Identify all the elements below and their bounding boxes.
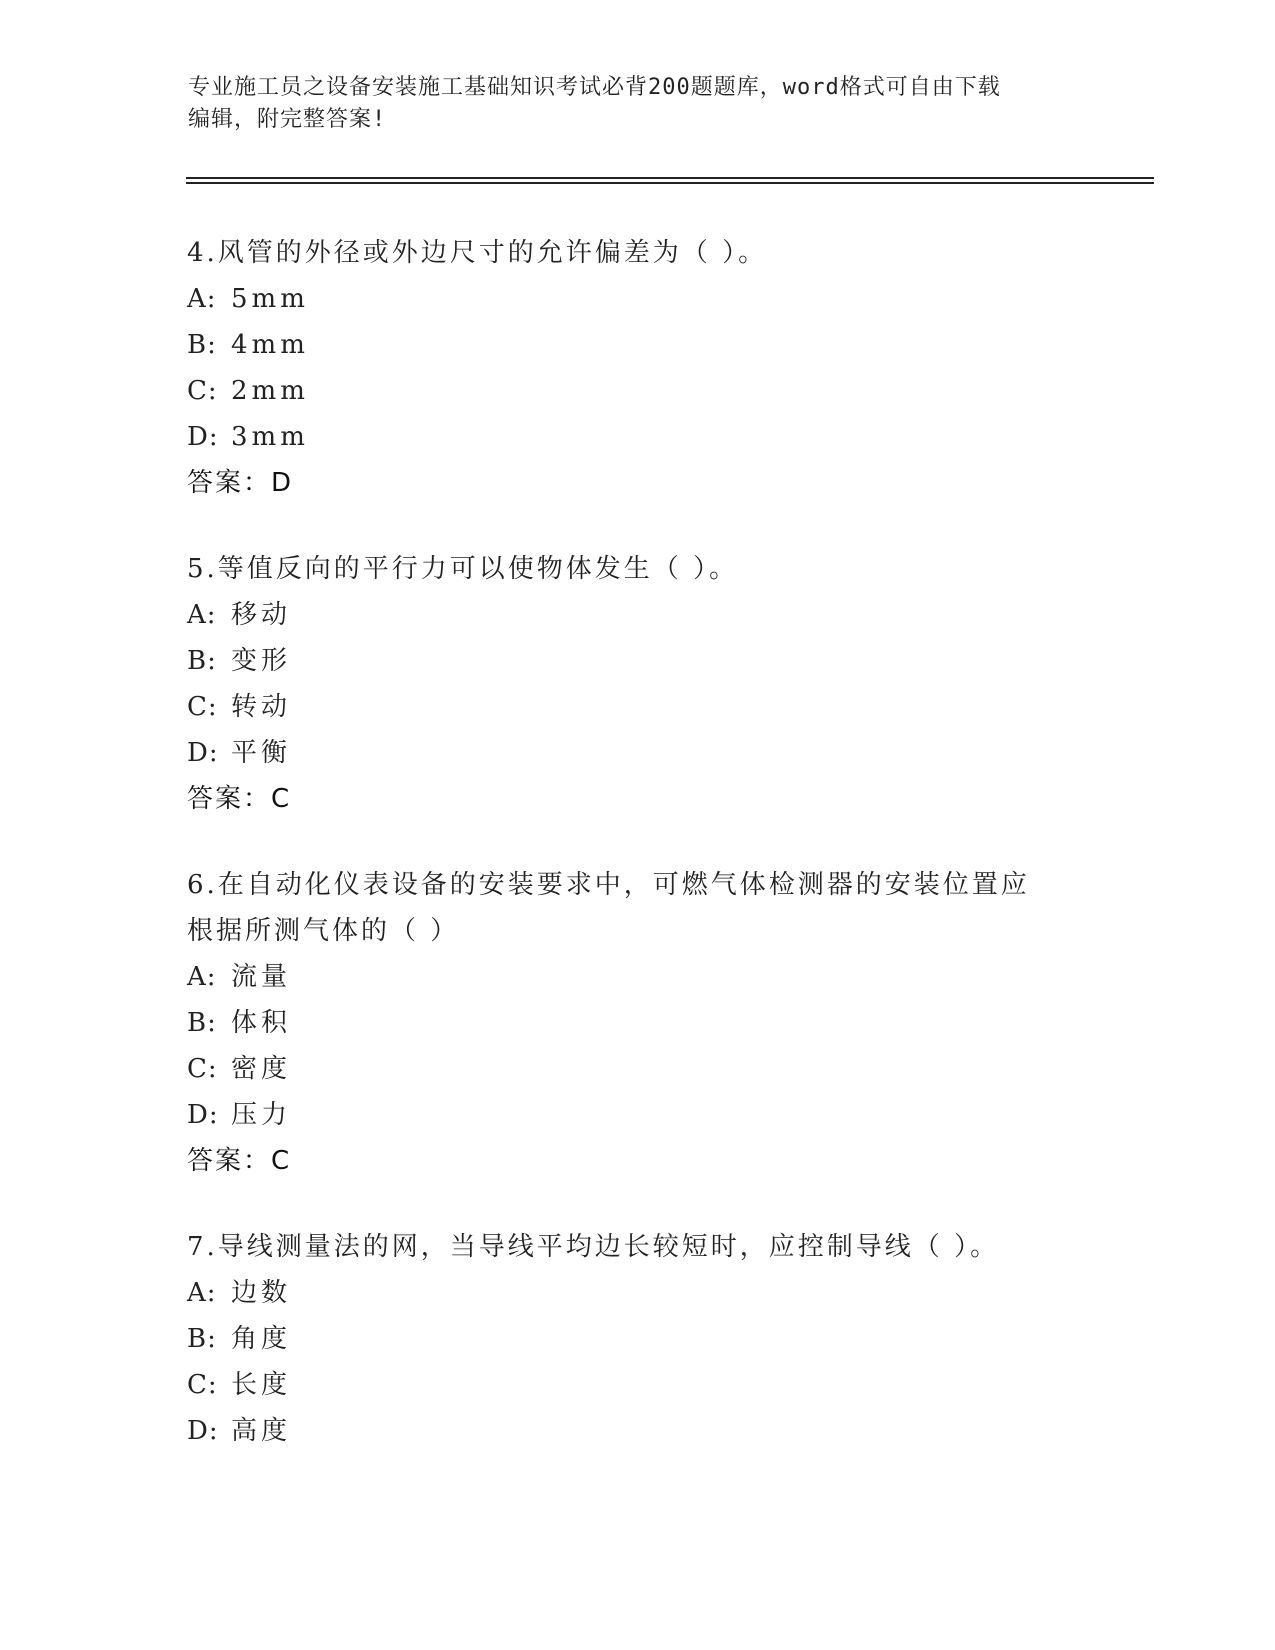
document-title-line-1: 专业施工员之设备安装施工基础知识考试必背200题题库，word格式可自由下载 bbox=[188, 75, 1001, 100]
option-text: 长度 bbox=[231, 1370, 292, 1400]
option-letter: B: bbox=[187, 330, 217, 360]
option-d bbox=[187, 730, 1107, 776]
header-divider-bottom bbox=[186, 182, 1154, 184]
option-letter: C: bbox=[187, 1370, 218, 1400]
option-text: 变形 bbox=[231, 646, 292, 676]
answer-line: 答案：D bbox=[187, 468, 294, 498]
option-text: 体积 bbox=[231, 1008, 292, 1038]
option-c bbox=[187, 368, 1107, 414]
option-letter: D: bbox=[187, 738, 219, 768]
option-c bbox=[187, 1046, 1057, 1092]
option-text: 移动 bbox=[231, 600, 292, 630]
document-title bbox=[188, 72, 1088, 136]
option-letter: D: bbox=[187, 1100, 219, 1130]
option-d bbox=[187, 414, 1107, 460]
option-letter: A: bbox=[187, 284, 217, 314]
option-letter: B: bbox=[187, 1008, 217, 1038]
option-d bbox=[187, 1408, 1107, 1454]
option-b bbox=[187, 1316, 1107, 1362]
option-letter: C: bbox=[187, 692, 218, 722]
option-letter: A: bbox=[187, 600, 217, 630]
option-letter: C: bbox=[187, 376, 218, 406]
option-letter: A: bbox=[187, 962, 217, 992]
option-d bbox=[187, 1092, 1057, 1138]
option-a bbox=[187, 592, 1107, 638]
option-text: 3mm bbox=[231, 422, 309, 452]
option-text: 压力 bbox=[231, 1100, 292, 1130]
question-4 bbox=[187, 230, 1107, 506]
question-stem: 6.在自动化仪表设备的安装要求中，可燃气体检测器的安装位置应根据所测气体的（ ） bbox=[187, 870, 1030, 946]
question-7 bbox=[187, 1224, 1107, 1454]
option-text: 流量 bbox=[231, 962, 292, 992]
option-letter: B: bbox=[187, 646, 217, 676]
question-stem: 5.等值反向的平行力可以使物体发生（ ）。 bbox=[187, 554, 739, 584]
option-text: 4mm bbox=[231, 330, 309, 360]
option-text: 角度 bbox=[231, 1324, 292, 1354]
option-text: 边数 bbox=[231, 1278, 292, 1308]
option-text: 2mm bbox=[231, 376, 309, 406]
answer-line: 答案：C bbox=[187, 784, 292, 814]
option-a bbox=[187, 1270, 1107, 1316]
header-divider-top bbox=[186, 177, 1154, 179]
option-c bbox=[187, 684, 1107, 730]
option-c bbox=[187, 1362, 1107, 1408]
option-text: 高度 bbox=[231, 1416, 292, 1446]
option-letter: D: bbox=[187, 1416, 219, 1446]
option-text: 转动 bbox=[231, 692, 292, 722]
option-letter: D: bbox=[187, 422, 219, 452]
option-a bbox=[187, 276, 1107, 322]
question-stem: 4.风管的外径或外边尺寸的允许偏差为（ ）。 bbox=[187, 238, 768, 268]
question-5 bbox=[187, 546, 1107, 822]
option-text: 密度 bbox=[231, 1054, 292, 1084]
option-letter: C: bbox=[187, 1054, 218, 1084]
question-6 bbox=[187, 862, 1057, 1184]
option-text: 5mm bbox=[231, 284, 309, 314]
question-stem: 7.导线测量法的网，当导线平均边长较短时，应控制导线（ ）。 bbox=[187, 1232, 1000, 1262]
option-text: 平衡 bbox=[231, 738, 292, 768]
document-title-line-2: 编辑，附完整答案! bbox=[188, 107, 387, 132]
option-a bbox=[187, 954, 1057, 1000]
option-letter: A: bbox=[187, 1278, 217, 1308]
option-letter: B: bbox=[187, 1324, 217, 1354]
option-b bbox=[187, 322, 1107, 368]
option-b bbox=[187, 638, 1107, 684]
answer-line: 答案：C bbox=[187, 1146, 292, 1176]
option-b bbox=[187, 1000, 1057, 1046]
